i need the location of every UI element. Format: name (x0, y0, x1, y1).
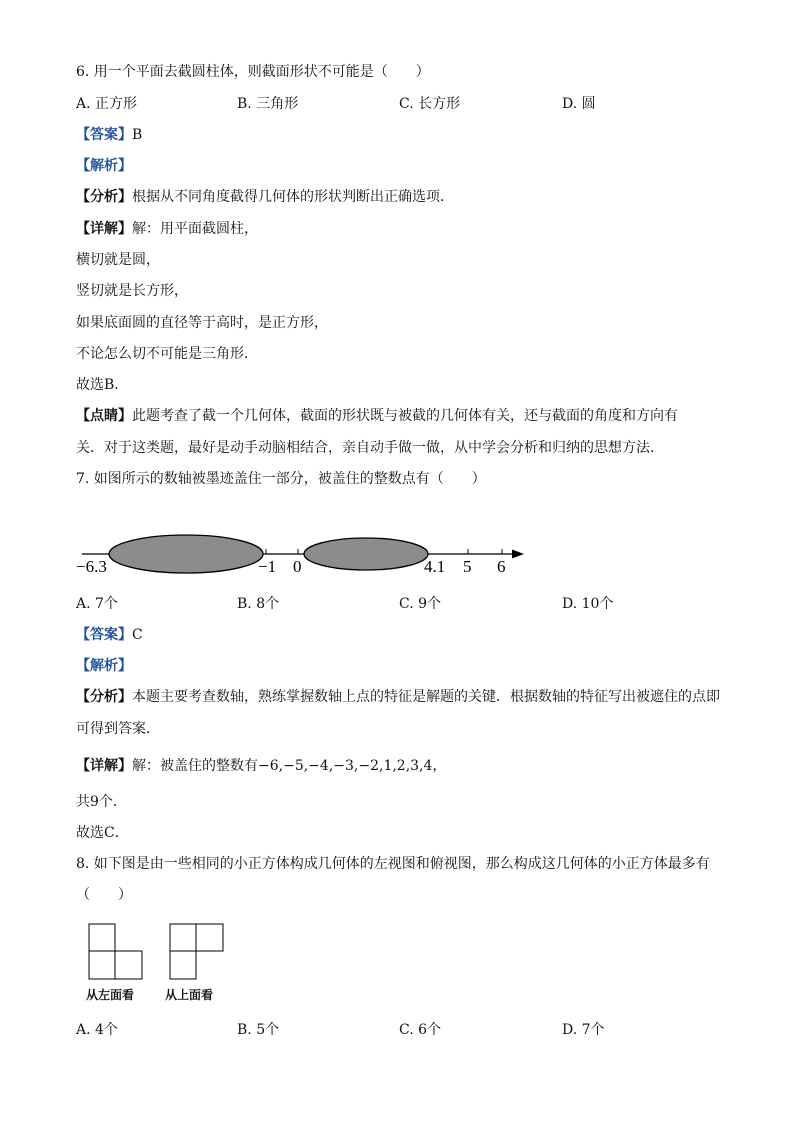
q6-question: 6. 用一个平面去截圆柱体，则截面形状不可能是（ ） (76, 64, 430, 80)
detail-tag: 【详解】 (76, 221, 132, 237)
tick-label: 4.1 (424, 557, 446, 576)
q7-detail (76, 757, 446, 775)
q6-fenxi (76, 188, 454, 206)
q6-detail-line: 横切就是圆， (76, 252, 160, 268)
tick-label: −1 (258, 557, 277, 576)
dianjing-text: 此题考查了截一个几何体，截面的形状既与被截的几何体有关，还与截面的角度和方向有 (132, 408, 678, 424)
analysis-tag: 【解析】 (76, 658, 132, 674)
detail-text: 解：用平面截圆柱， (132, 221, 258, 237)
q7-analysis (76, 657, 132, 675)
q7-detail-line: 故选C． (76, 825, 129, 841)
ink-blot-right (304, 538, 428, 570)
q7-fenxi (76, 688, 720, 706)
q6-detail-line: 不论怎么切不可能是三角形． (76, 346, 258, 362)
q7-option-b: B. 8个 (237, 596, 280, 612)
fenxi-text: 本题主要考查数轴，熟练掌握数轴上点的特征是解题的关键．根据数轴的特征写出被遮住的点即 (132, 689, 720, 705)
q6-detail (76, 220, 258, 238)
q6-option-a: A. 正方形 (76, 96, 138, 112)
fenxi-tag: 【分析】 (76, 189, 132, 205)
q7-detail-line: 共9个． (76, 794, 127, 810)
tick-label: 6 (497, 557, 506, 576)
fenxi-tag: 【分析】 (76, 689, 132, 705)
q7-option-c: C. 9个 (399, 596, 442, 612)
q7-option-a: A. 7个 (76, 596, 118, 612)
q8-option-d: D. 7个 (562, 1022, 605, 1038)
q7-answer (76, 626, 143, 644)
fenxi-text: 根据从不同角度截得几何体的形状判断出正确选项． (132, 189, 454, 205)
dianjing-tag: 【点睛】 (76, 408, 132, 424)
q8-question: 8. 如下图是由一些相同的小正方体构成几何体的左视图和俯视图，那么构成这几何体的小正方体最多有 (76, 856, 710, 872)
q6-dianjing (76, 407, 678, 425)
answer-tag: 【答案】 (76, 127, 132, 143)
answer-tag: 【答案】 (76, 627, 132, 643)
q8-option-c: C. 6个 (399, 1022, 442, 1038)
q6-option-b: B. 三角形 (237, 96, 299, 112)
q6-option-c: C. 长方形 (399, 96, 461, 112)
left-view-figure (88, 923, 144, 981)
number-line-figure (76, 530, 536, 590)
tick-label: −6.3 (76, 557, 107, 576)
detail-tag: 【详解】 (76, 758, 132, 774)
q6-detail-line: 如果底面圆的直径等于高时，是正方形， (76, 315, 328, 331)
q6-answer (76, 126, 142, 144)
answer-value: C (132, 627, 143, 643)
q6-detail-line: 竖切就是长方形， (76, 283, 188, 299)
q6-option-d: D. 圆 (562, 96, 596, 112)
q6-dianjing-cont: 关．对于这类题，最好是动手动脑相结合，亲自动手做一做，从中学会分析和归纳的思想方法． (76, 440, 664, 456)
q7-fenxi-cont: 可得到答案． (76, 721, 160, 737)
q8-option-b: B. 5个 (237, 1022, 280, 1038)
q8-option-a: A. 4个 (76, 1022, 118, 1038)
left-view-caption: 从左面看 (86, 988, 135, 1002)
q6-analysis (76, 157, 132, 175)
q8-paren: （ ） (76, 887, 132, 903)
q6-detail-line: 故选B． (76, 377, 129, 393)
answer-value: B (132, 127, 143, 143)
tick-label: 0 (293, 557, 302, 576)
analysis-tag: 【解析】 (76, 158, 132, 174)
top-view-caption: 从上面看 (165, 988, 214, 1002)
tick-label: 5 (463, 557, 472, 576)
q7-option-d: D. 10个 (562, 596, 614, 612)
detail-text: 解：被盖住的整数有−6,−5,−4,−3,−2,1,2,3,4， (132, 758, 447, 774)
ink-blot-left (109, 535, 263, 573)
top-view-figure (169, 923, 225, 981)
arrow-icon (512, 550, 524, 559)
q7-question: 7. 如图所示的数轴被墨迹盖住一部分，被盖住的整数点有（ ） (76, 471, 486, 487)
